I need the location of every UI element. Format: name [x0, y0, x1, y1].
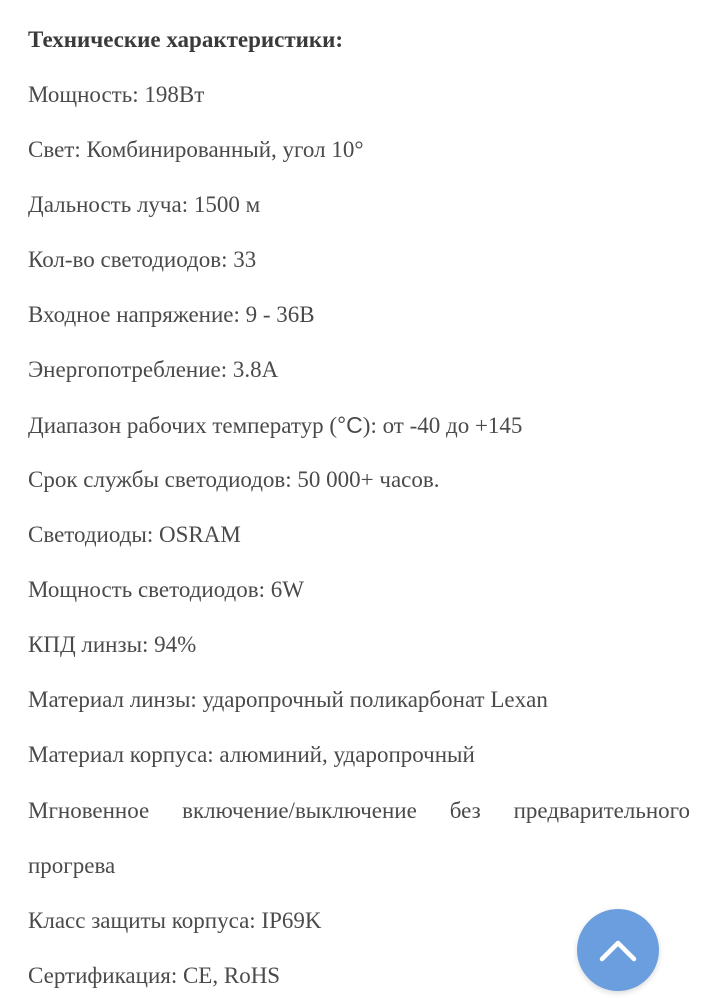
spec-led-power: Мощность светодиодов: 6W: [28, 577, 304, 602]
spec-certification: Сертификация: CE, RoHS: [28, 963, 281, 988]
spec-led-lifetime: Срок службы светодиодов: 50 000+ часов.: [28, 467, 440, 492]
spec-led-count: Кол-во светодиодов: 33: [28, 247, 257, 272]
celsius-symbol: °C: [336, 412, 363, 438]
spec-protection-class: Класс защиты корпуса: IP69K: [28, 908, 322, 933]
spec-temperature-range: [28, 407, 690, 443]
spec-leds-brand: Светодиоды: OSRAM: [28, 522, 241, 547]
spec-beam-range: Дальность луча: 1500 м: [28, 192, 261, 217]
spec-lens-material: Материал линзы: ударопрочный поликарбонат Lexan: [28, 687, 548, 712]
spec-light: Свет: Комбинированный, угол 10°: [28, 137, 364, 162]
spec-instant-on: Мгновенное включение/выключение без предварительного прогрева: [28, 798, 690, 878]
temp-prefix: Диапазон рабочих температур (: [28, 413, 337, 438]
spec-body-material: Материал корпуса: алюминий, ударопрочный: [28, 742, 475, 767]
spec-power: Мощность: 198Вт: [28, 82, 205, 107]
scroll-to-top-button[interactable]: [577, 909, 659, 991]
specs-heading: Технические характеристики:: [28, 27, 344, 52]
chevron-up-icon: [599, 938, 637, 962]
specs-section: [28, 22, 690, 1000]
spec-lens-efficiency: КПД линзы: 94%: [28, 632, 197, 657]
temp-suffix: ): от -40 до +145: [362, 413, 523, 438]
spec-consumption: Энергопотребление: 3.8А: [28, 357, 279, 382]
spec-input-voltage: Входное напряжение: 9 - 36В: [28, 302, 315, 327]
